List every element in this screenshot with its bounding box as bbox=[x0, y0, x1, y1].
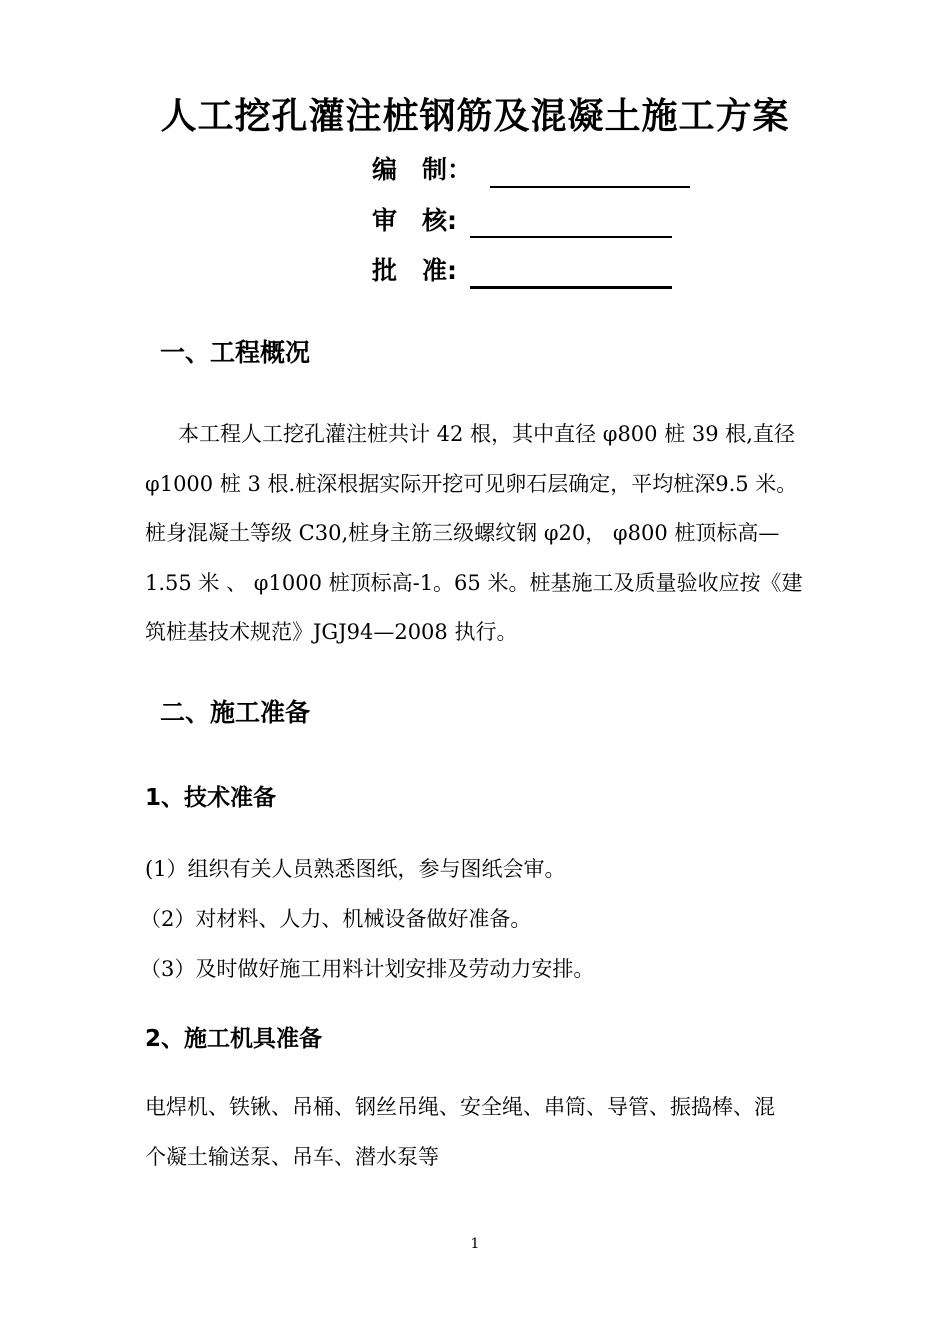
signature-line-review bbox=[470, 236, 672, 238]
signature-line-approve bbox=[470, 286, 672, 289]
signature-line-compile bbox=[490, 186, 690, 188]
document-title: 人工挖孔灌注桩钢筋及混凝土施工方案 bbox=[160, 96, 790, 137]
overview-line: 筑桩基技术规范》JGJ94—2008 执行。 bbox=[145, 620, 518, 644]
overview-line: 1.55 米 、 φ1000 桩顶标高-1。65 米。桩基施工及质量验收应按《建 bbox=[145, 570, 803, 595]
equipment-line: 个凝土输送泵、吊车、潜水泵等 bbox=[145, 1144, 439, 1169]
page-number: 1 bbox=[470, 1236, 480, 1252]
signature-label-review: 审 核: bbox=[372, 206, 457, 235]
equipment-line: 电焊机、铁锹、吊桶、钢丝吊绳、安全绳、串筒、导管、振捣棒、混 bbox=[145, 1095, 775, 1119]
overview-paragraph bbox=[145, 410, 815, 658]
technical-item: （2）对材料、人力、机械设备做好准备。 bbox=[140, 907, 532, 931]
overview-line: 本工程人工挖孔灌注桩共计 42 根，其中直径 φ800 桩 39 根,直径 bbox=[178, 422, 795, 446]
signature-label-approve: 批 准: bbox=[372, 256, 457, 285]
subsection-heading-equipment: 2、施工机具准备 bbox=[145, 1026, 323, 1052]
section-heading-overview: 一、工程概况 bbox=[160, 338, 311, 367]
equipment-paragraph bbox=[145, 1083, 815, 1182]
technical-item: （3）及时做好施工用料计划安排及劳动力安排。 bbox=[140, 957, 595, 981]
section-heading-preparation: 二、施工准备 bbox=[160, 698, 311, 727]
technical-item: (1）组织有关人员熟悉图纸，参与图纸会审。 bbox=[145, 857, 566, 881]
signature-label-compile: 编 制： bbox=[372, 155, 473, 184]
overview-line: 桩身混凝土等级 C30,桩身主筋三级螺纹钢 φ20， φ800 桩顶标高— bbox=[145, 521, 780, 545]
overview-line: φ1000 桩 3 根.桩深根据实际开挖可见卵石层确定，平均桩深9.5 米。 bbox=[145, 471, 798, 496]
subsection-heading-technical: 1、技术准备 bbox=[145, 785, 277, 811]
